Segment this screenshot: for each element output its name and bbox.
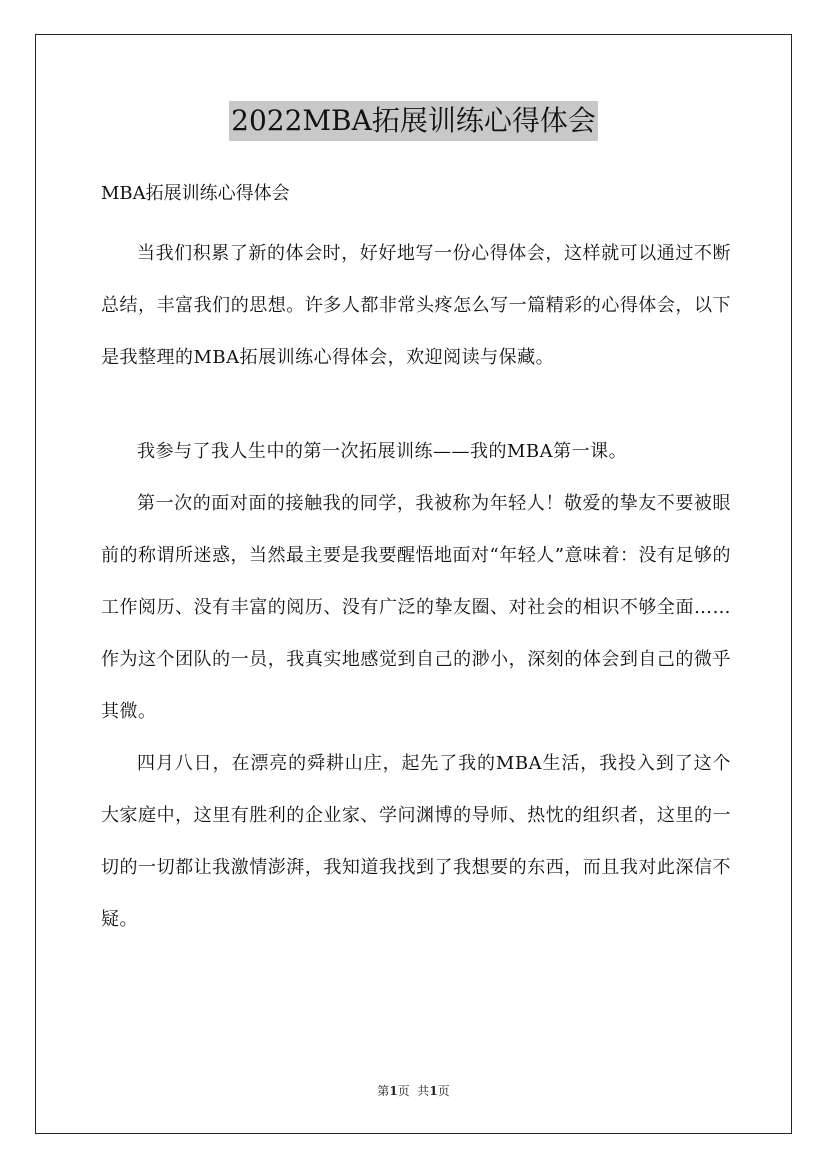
paragraph-intro: 当我们积累了新的体会时，好好地写一份心得体会，这样就可以通过不断总结，丰富我们的思想。许多人都非常头疼怎么写一篇精彩的心得体会，以下是我整理的MBA拓展训练心得体会，欢迎阅读与保藏。 [101,243,731,368]
paragraph-classmates: 第一次的面对面的接触我的同学，我被称为年轻人！敬爱的挚友不要被眼前的称谓所迷惑，当然最主要是我要醒悟地面对“年轻人”意味着：没有足够的工作阅历、没有丰富的阅历、没有广泛的挚友圈、对社会的相识不够全面……作为这个团队的一员，我真实地感觉到自己的渺小，深刻的体会到自己的微乎其微。 [101,493,731,722]
document-body [101,228,731,946]
footer-page-current: 1 [389,1084,398,1098]
footer-prefix: 第 [377,1084,390,1098]
document-title: 2022MBA拓展训练心得体会 [229,101,598,141]
document-subtitle: MBA拓展训练心得体会 [101,183,290,204]
footer-mid: 页 共 [397,1084,430,1098]
footer-suffix: 页 [437,1084,450,1098]
footer-page-total: 1 [429,1084,438,1098]
page-footer [0,1083,827,1099]
paragraph-april-eighth: 四月八日，在漂亮的舜耕山庄，起先了我的MBA生活，我投入到了这个大家庭中，这里有胜利的企业家、学问渊博的导师、热忱的组织者，这里的一切的一切都让我激情澎湃，我知道我找到了我想要的东西，而且我对此深信不疑。 [101,753,731,930]
paragraph-first-lesson: 我参与了我人生中的第一次拓展训练——我的MBA第一课。 [137,441,628,462]
title-container [0,101,827,141]
